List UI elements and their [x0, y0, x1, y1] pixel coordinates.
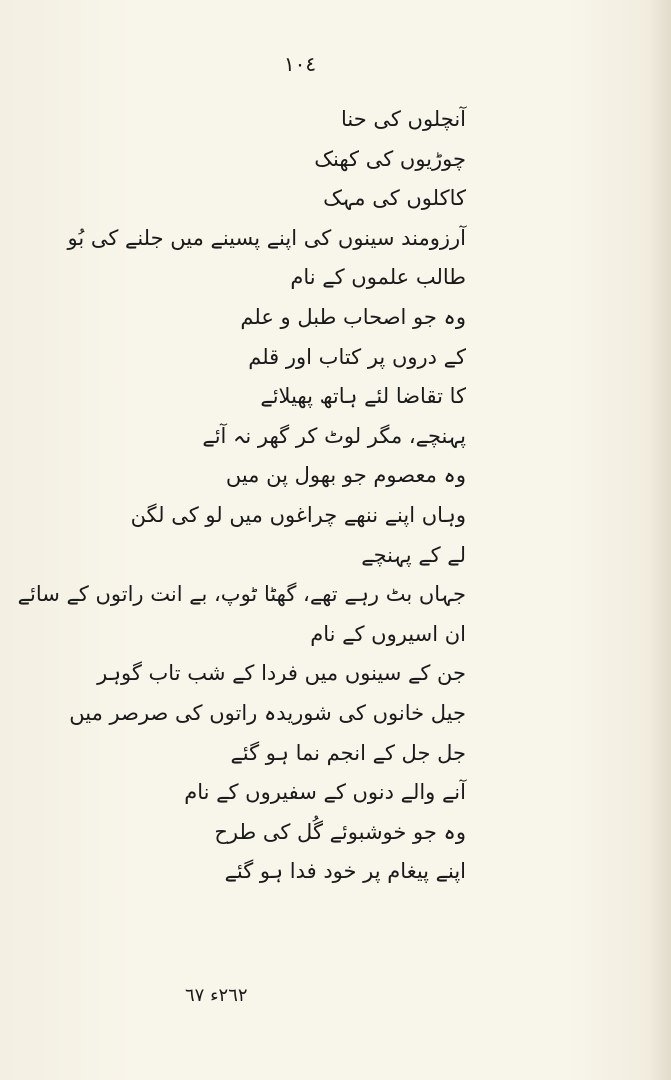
poem-line: پہنچے، مگر لوٹ کر گھر نہ آئے — [202, 423, 466, 448]
poem-line: وہ معصوم جو بھول پن میں — [225, 463, 466, 488]
poem-line: طالب علموں کے نام — [290, 265, 466, 290]
poem-date: ٢٦٢ء ٦٧ — [185, 985, 248, 1006]
poem-line: لے کے پہنچے — [361, 542, 466, 567]
poem-line: جل جل کے انجم نما ہو گئے — [230, 740, 466, 765]
poem-line: وہ جو اصحاب طبل و علم — [240, 304, 466, 329]
poem — [17, 100, 466, 892]
poem-line: اپنے پیغام پر خود فدا ہو گئے — [224, 859, 466, 884]
poem-line: جہاں بٹ رہے تھے، گھٹا ٹوپ، بے انت راتوں کے سائے — [17, 582, 466, 607]
page-number: ١٠٤ — [283, 52, 317, 76]
poem-line: آرزومند سینوں کی اپنے پسینے میں جلنے کی بُو — [67, 225, 466, 250]
poem-line: جن کے سینوں میں فردا کے شب تاب گوہر — [97, 661, 466, 686]
poem-line: کاکلوں کی مہک — [323, 186, 466, 211]
poem-line: کا تقاضا لئے ہاتھ پھیلائے — [260, 384, 466, 409]
poem-line: ان اسیروں کے نام — [310, 621, 466, 646]
poem-line: چوڑیوں کی کھنک — [314, 146, 466, 171]
page-spine-shadow — [649, 0, 671, 1080]
poem-line: کے دروں پر کتاب اور قلم — [248, 344, 466, 369]
poem-line: وہ جو خوشبوئے گُل کی طرح — [214, 819, 466, 844]
poem-line: آنچلوں کی حنا — [340, 107, 466, 131]
poem-line: جیل خانوں کی شوریدہ راتوں کی صرصر میں — [69, 700, 466, 725]
poem-line: وہاں اپنے ننھے چراغوں میں لو کی لگن — [130, 502, 466, 527]
poem-line: آنے والے دنوں کے سفیروں کے نام — [184, 780, 466, 805]
